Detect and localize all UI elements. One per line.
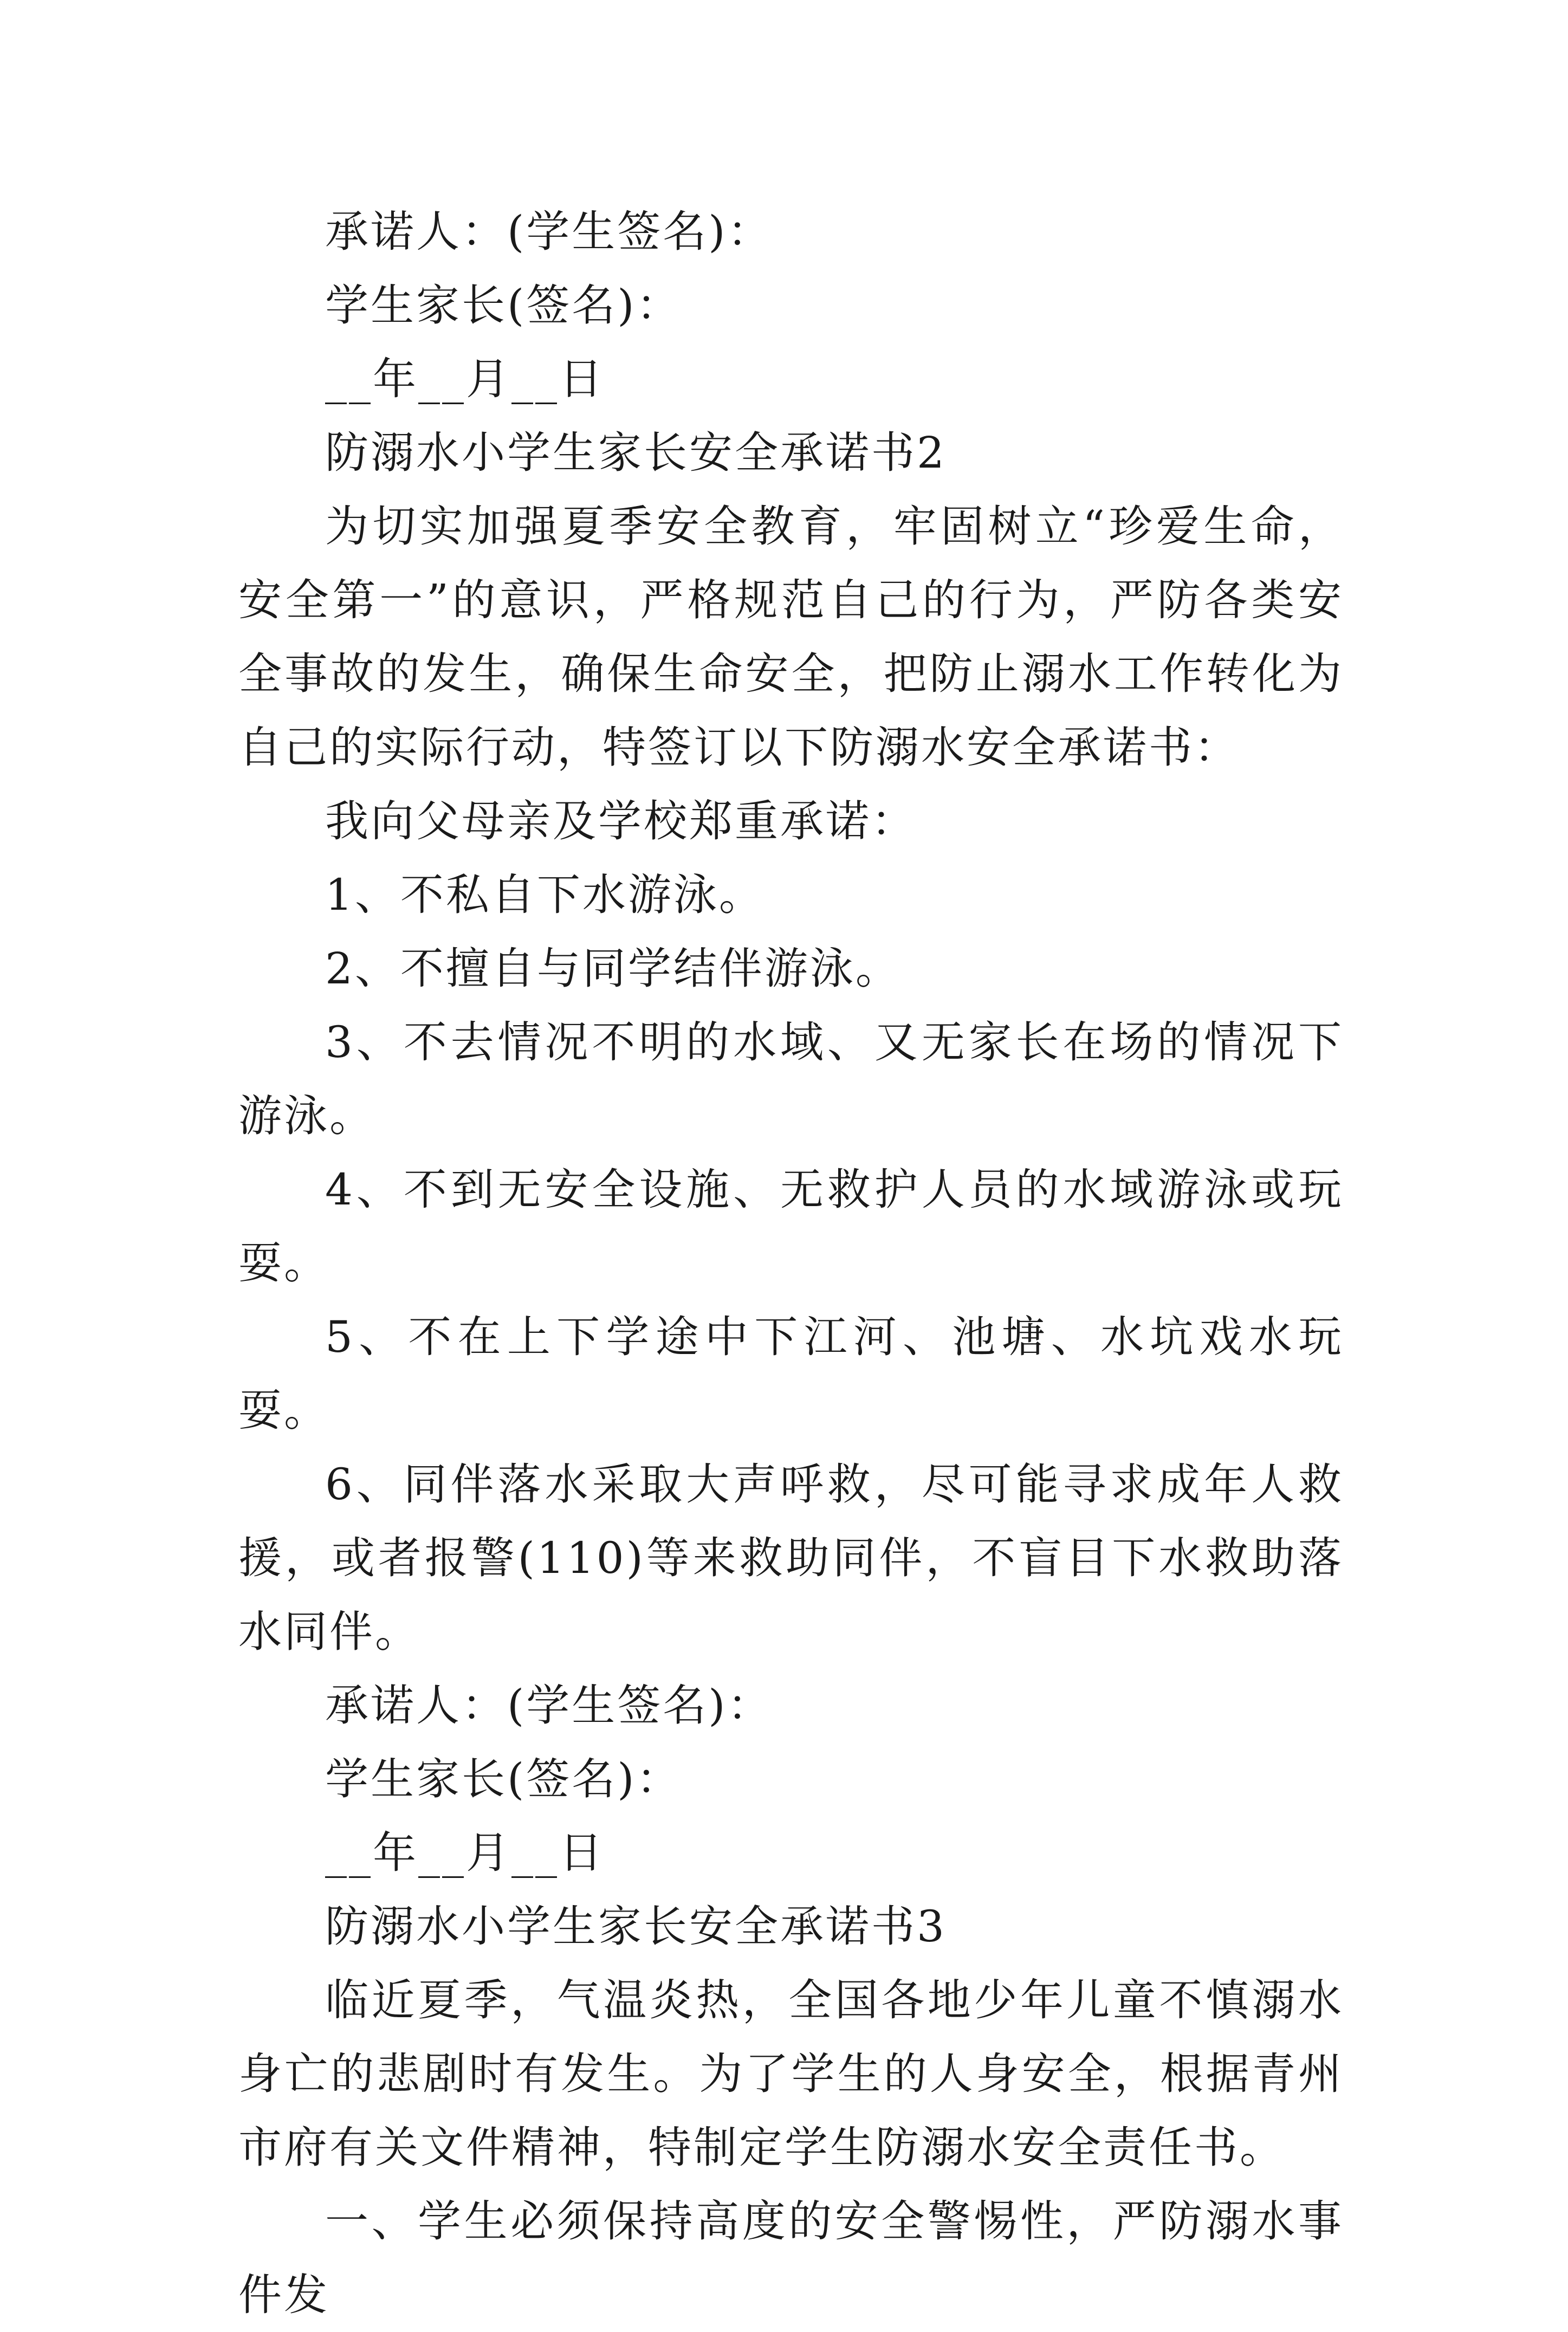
signature-line-parent: 学生家长(签名)： [325,280,682,331]
section-title: 防溺水小学生家长安全承诺书3 [325,1901,947,1952]
list-item: 4、不到无安全设施、无救护人员的水域游泳或玩耍。 [238,1164,1344,1288]
section-title: 防溺水小学生家长安全承诺书2 [325,427,947,478]
paragraph: 我向父母亲及学校郑重承诺： [325,796,917,846]
paragraph: 为切实加强夏季安全教育，牢固树立“珍爱生命，安全第一”的意识，严格规范自己的行为，严防各类安全事故的发生，确保生命安全，把防止溺水工作转化为自己的实际行动，特签订以下防溺水安全承诺书： [238,501,1344,773]
list-item: 6、同伴落水采取大声呼救，尽可能寻求成年人救援，或者报警(110)等来救助同伴，不盲目下水救助落水同伴。 [238,1459,1344,1657]
signature-line-parent: 学生家长(签名)： [325,1754,682,1804]
document-body [238,195,1344,2332]
list-item: 1、不私自下水游泳。 [325,870,764,920]
date-line: __年__月__日 [325,1828,605,1878]
list-item: 5、不在上下学途中下江河、池塘、水坑戏水玩耍。 [238,1312,1344,1436]
list-item: 2、不擅自与同学结伴游泳。 [325,943,901,994]
signature-line-student: 承诺人：(学生签名)： [325,1680,773,1731]
signature-line-student: 承诺人：(学生签名)： [325,206,773,257]
paragraph: 一、学生必须保持高度的安全警惕性，严防溺水事件发 [238,2196,1344,2320]
paragraph: 临近夏季，气温炎热，全国各地少年儿童不慎溺水身亡的悲剧时有发生。为了学生的人身安全，根据青州市府有关文件精神，特制定学生防溺水安全责任书。 [238,1975,1344,2173]
date-line: __年__月__日 [325,354,605,404]
list-item: 3、不去情况不明的水域、又无家长在场的情况下游泳。 [238,1017,1344,1141]
